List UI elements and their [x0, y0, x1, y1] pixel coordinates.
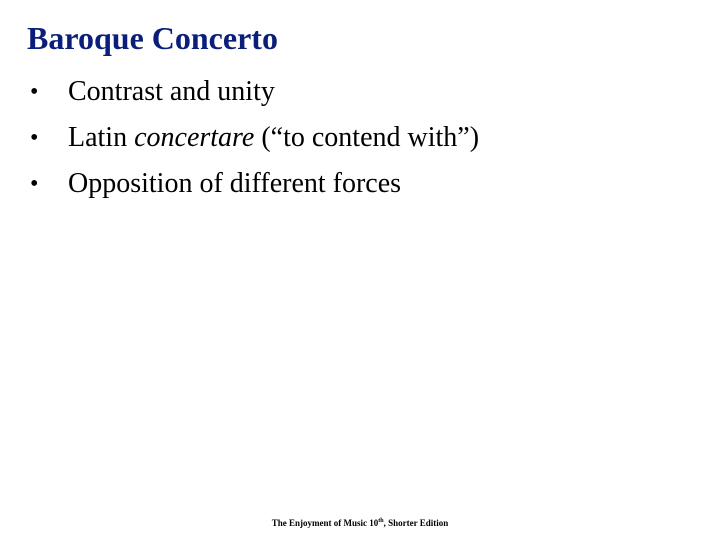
latin-term: concertare [134, 122, 255, 153]
bullet-text-pre: Latin [68, 122, 135, 153]
bullet-text [68, 118, 479, 158]
slide-title: Baroque Concerto [27, 20, 278, 56]
bullet-text: Opposition of different forces [68, 168, 402, 199]
footer-superscript: th [378, 518, 384, 524]
footer-text-post: , Shorter Edition [383, 518, 449, 528]
footer-citation [0, 517, 720, 529]
footer-text-pre: The Enjoyment of Music 10 [271, 518, 379, 528]
bullet-marker: • [30, 171, 39, 197]
bullet-text: Contrast and unity [68, 76, 275, 107]
bullet-marker: • [30, 79, 39, 105]
bullet-marker: • [30, 125, 39, 151]
bullet-text-post: (“to contend with”) [254, 122, 480, 153]
